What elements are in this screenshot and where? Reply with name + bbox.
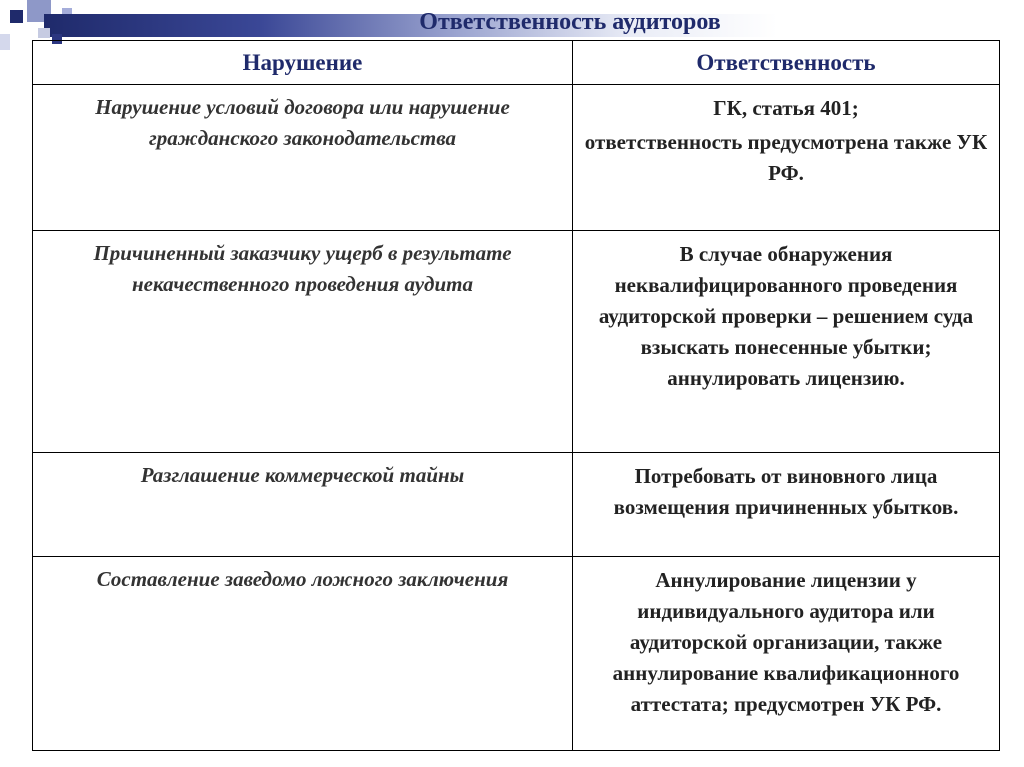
header-responsibility: Ответственность	[573, 41, 1000, 85]
responsibility-cell	[573, 453, 1000, 557]
responsibility-cell	[573, 557, 1000, 751]
decor-square	[10, 10, 23, 23]
violation-cell: Причиненный заказчику ущерб в результате некачественного проведения аудита	[33, 231, 573, 453]
responsibility-text: ГК, статья 401;	[713, 96, 859, 120]
responsibility-table	[32, 40, 1000, 751]
responsibility-text: Аннулирование лицензии у индивидуального аудитора или аудиторской организации, также аннулирование квалификационного аттестата; предусмотрен УК РФ.	[612, 568, 960, 716]
decor-square	[0, 34, 10, 50]
table-header-row	[33, 41, 1000, 85]
table-row	[33, 231, 1000, 453]
responsibility-text: В случае обнаружения неквалифицированного проведения аудиторской проверки – решением суда взыскать понесенные убытки; аннулировать лицензию.	[598, 242, 974, 390]
table-row	[33, 557, 1000, 751]
violation-cell: Составление заведомо ложного заключения	[33, 557, 573, 751]
responsibility-cell	[573, 85, 1000, 231]
decor-square	[38, 28, 50, 38]
responsibility-text: ответственность предусмотрена также УК РФ.	[584, 130, 988, 185]
responsibility-text: Потребовать от виновного лица возмещения причиненных убытков.	[613, 464, 959, 519]
header-violation: Нарушение	[33, 41, 573, 85]
slide-title: Ответственность аудиторов	[419, 9, 721, 35]
responsibility-cell	[573, 231, 1000, 453]
table-row	[33, 85, 1000, 231]
violation-cell: Нарушение условий договора или нарушение гражданского законодательства	[33, 85, 573, 231]
table-row	[33, 453, 1000, 557]
violation-cell: Разглашение коммерческой тайны	[33, 453, 573, 557]
